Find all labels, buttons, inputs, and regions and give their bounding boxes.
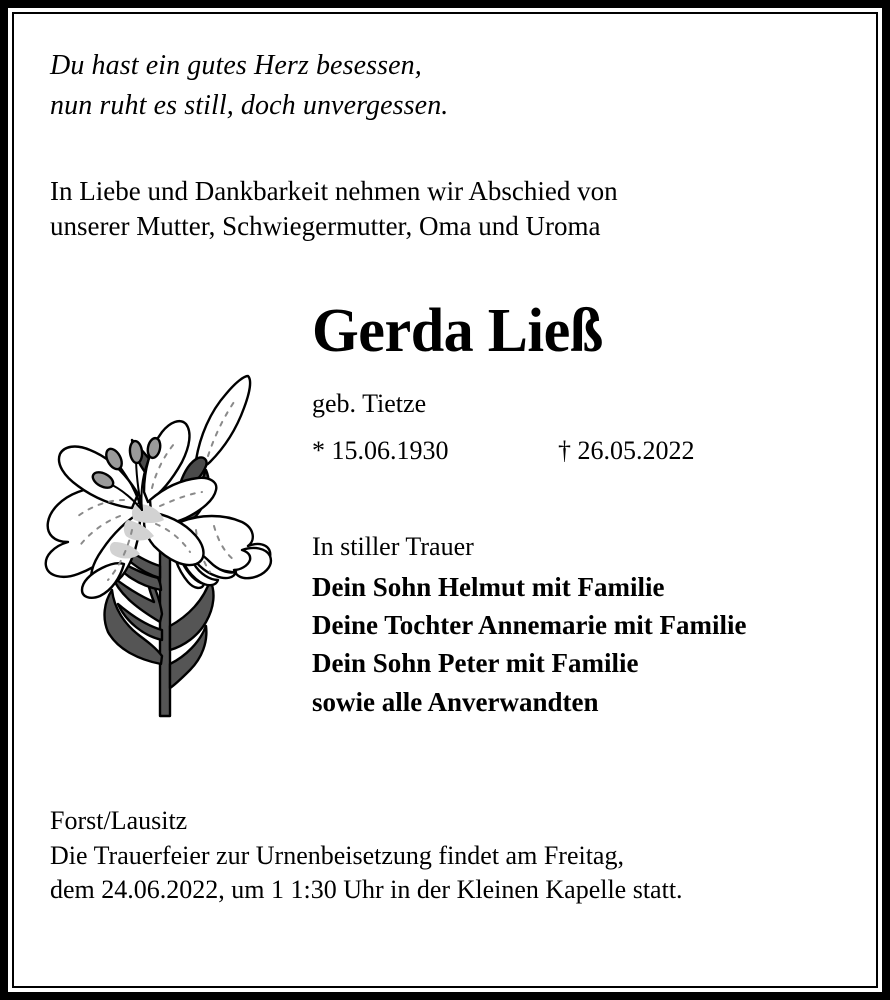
deceased-block [312,297,868,721]
intro-line-2: unserer Mutter, Schwiegermutter, Oma und Uroma [50,211,601,242]
verse-line-2: nun ruht es still, doch unvergessen. [50,89,449,121]
death-date: † 26.05.2022 [558,436,695,466]
lily-flower-icon [28,364,288,739]
life-dates [312,435,868,466]
family-line-1: Dein Sohn Helmut mit Familie [312,571,665,602]
family-list [312,568,868,721]
verse-line-1: Du hast ein gutes Herz besessen, [50,50,422,81]
mourners-block [312,530,868,721]
notice-inner-border [12,12,878,988]
family-line-2: Deine Tochter Annemarie mit Familie [312,609,747,640]
service-line-2: dem 24.06.2022, um 1 1:30 Uhr in der Kleinen Kapelle statt. [50,875,683,905]
memorial-verse [50,46,840,126]
maiden-name: geb. Tietze [312,389,427,418]
service-details [50,804,683,908]
mourning-lead: In stiller Trauer [312,532,474,562]
intro-line-1: In Liebe und Dankbarkeit nehmen wir Abschied von [50,175,618,206]
family-line-3: Dein Sohn Peter mit Familie [312,648,639,679]
place-name: Forst/Lausitz [50,806,188,835]
notice-content [14,14,876,986]
birth-date: * 15.06.1930 [312,436,449,466]
introduction-text [50,174,840,246]
family-line-4: sowie alle Anverwandten [312,686,599,717]
deceased-name: Gerda Ließ [312,297,603,365]
service-line-1: Die Trauerfeier zur Urnenbeisetzung findet am Freitag, [50,840,624,870]
